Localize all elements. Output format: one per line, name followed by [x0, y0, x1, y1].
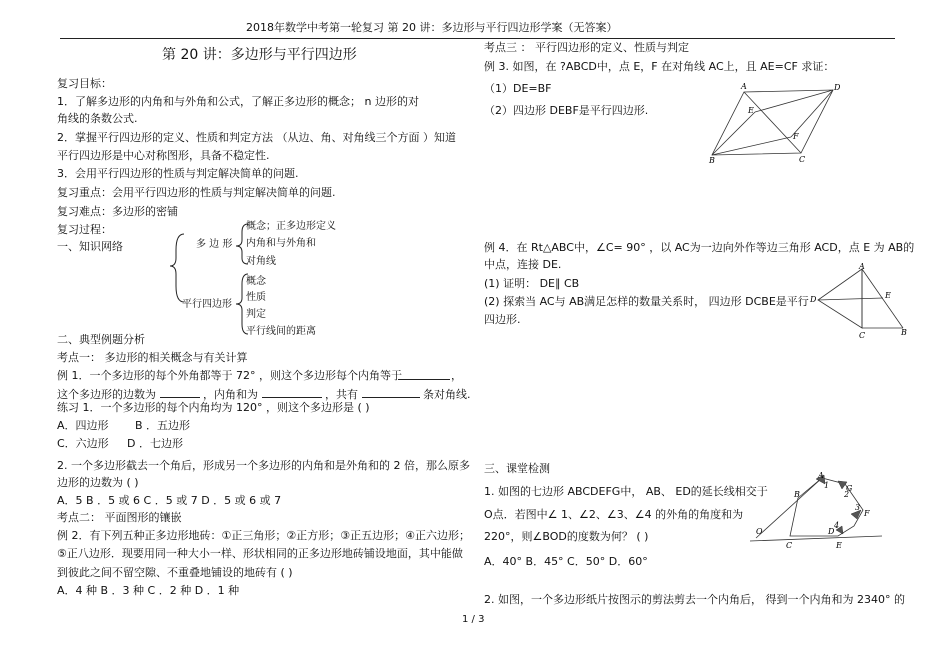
tree-parallelogram: 平行四边形: [182, 299, 232, 310]
triangle-figure: [808, 262, 913, 342]
fig3-label-a: A: [818, 471, 824, 480]
example-1-blank-3[interactable]: [262, 386, 322, 398]
difficulty: 复习难点：多边形的密铺: [57, 205, 178, 218]
tree-pg-item-4: 平行线间的距离: [246, 326, 316, 337]
example-1-blank-1[interactable]: [398, 368, 450, 380]
key-point: 复习重点：会用平行四边形的性质与判定解决简单的问题.: [57, 186, 336, 199]
section-3-heading: 三、课堂检测: [484, 462, 550, 475]
fig3-label-d: D: [828, 527, 835, 536]
example-2a: 例 2．有下列五种正多边形地砖：①正三角形；②正方形；③正五边形；④正六边形；: [57, 529, 470, 542]
fig1-label-e: E: [748, 106, 754, 115]
fig3-label-c: C: [786, 541, 793, 550]
goal-2b: 平行四边形是中心对称图形，具备不稳定性.: [57, 149, 270, 162]
test-1a: 1. 如图的七边形 ABCDEFG中， AB、 ED的延长线相交于: [484, 485, 768, 498]
example-4-part-1: (1) 证明： DE∥ CB: [484, 277, 580, 290]
page-number: 1 / 3: [462, 614, 485, 625]
example-3-part-2: （2）四边形 DEBF是平行四边形.: [484, 104, 649, 117]
page-header: 2018年数学中考第一轮复习 第 20 讲：多边形与平行四边形学案（无答案）: [246, 21, 618, 34]
example-2-options: A．4 种 B ．3 种 C ．2 种 D ．1 种: [57, 584, 240, 597]
ex1b-part-1: 这个多边形的边数为: [57, 388, 156, 401]
fig3-label-b: B: [794, 490, 800, 499]
example-4-part-2b: 四边形.: [484, 313, 521, 326]
ex1b-part-3: ，共有: [325, 388, 358, 401]
fig3-label-e: E: [836, 541, 842, 550]
tree-polygon: 多 边 形: [196, 239, 233, 250]
example-1a: 例 1．一个多边形的每个外角都等于 72° ，则这个多边形每个内角等于: [57, 369, 402, 382]
goal-2a: 2．掌握平行四边形的定义、性质和判定方法 （从边、角、对角线三个方面 ）知道: [57, 131, 456, 144]
section-2-heading: 二、典型例题分析: [57, 333, 145, 346]
practice-1-option-c: C．六边形: [57, 437, 109, 450]
practice-1-option-d: D ．七边形: [127, 437, 183, 450]
test-1b: O点．若图中∠ 1、∠2、∠3、∠4 的外角的角度和为: [484, 508, 744, 521]
kp3-heading: 考点三 ： 平行四边形的定义、性质与判定: [484, 41, 689, 54]
example-2c: 到彼此之间不留空隙、不重叠地铺设的地砖有 ( ): [57, 566, 293, 579]
goal-1b: 角线的条数公式.: [57, 112, 138, 125]
fig1-label-c: C: [799, 155, 806, 164]
fig2-label-d: D: [810, 295, 817, 304]
example-3-part-1: （1）DE=BF: [484, 82, 552, 95]
question-2a: 2. 一个多边形截去一个角后，形成另一个多边形的内角和是外角和的 2 倍，那么原多: [57, 459, 470, 472]
example-1-blank-2[interactable]: [160, 386, 200, 398]
fig2-label-a: A: [859, 262, 865, 271]
practice-1-option-b: B ．五边形: [135, 419, 191, 432]
kp1-heading: 考点一： 多边形的相关概念与有关计算: [57, 351, 248, 364]
kp2-heading: 考点二： 平面图形的镶嵌: [57, 511, 182, 524]
test-2: 2. 如图，一个多边形纸片按图示的剪法剪去一个内角后， 得到一个内角和为 2340° 的: [484, 593, 905, 606]
fig2-label-c: C: [859, 331, 866, 340]
example-3: 例 3. 如图，在 ?ABCD中，点 E，F 在对角线 AC上，且 AE=CF 求证：: [484, 60, 835, 73]
fig3-label-2: 2: [844, 490, 850, 499]
fig3-label-f: F: [864, 509, 870, 518]
goal-1a: 1．了解多边形的内角和与外角和公式，了解正多边形的概念； n 边形的对: [57, 95, 419, 108]
fig1-label-d: D: [834, 83, 841, 92]
fig2-label-e: E: [885, 291, 891, 300]
practice-1-option-a: A．四边形: [57, 419, 109, 432]
goals-heading: 复习目标：: [57, 77, 112, 90]
tree-polygon-item-2: 内角和与外角和: [246, 238, 316, 249]
fig1-label-b: B: [709, 156, 715, 165]
practice-1: 练习 1．一个多边形的每个内角均为 120° ，则这个多边形是 ( ): [57, 401, 370, 414]
heptagon-figure: [750, 470, 885, 550]
tree-pg-item-2: 性质: [246, 292, 266, 303]
test-1c: 220°，则∠BOD的度数为何？ ( ): [484, 530, 649, 543]
process-heading: 复习过程：: [57, 223, 112, 236]
fig3-label-3: 3: [855, 503, 861, 512]
question-2b: 边形的边数为 ( ): [57, 476, 139, 489]
example-2b: ⑤正八边形．现要用同一种大小一样、形状相同的正多边形地砖铺设地面，其中能做: [57, 547, 463, 560]
fig3-label-o: O: [756, 527, 763, 536]
fig3-label-4: 4: [834, 521, 840, 530]
knowledge-network-heading: 一、知识网络: [57, 240, 123, 253]
fig1-label-a: A: [741, 82, 747, 91]
example-4a: 例 4．在 Rt△ABC中，∠C= 90° ，以 AC为一边向外作等边三角形 ACD，点 E 为 AB的: [484, 241, 915, 254]
ex1b-part-2: ，内角和为: [203, 388, 258, 401]
tree-pg-item-1: 概念: [246, 276, 266, 287]
fig3-label-1: 1: [824, 481, 830, 490]
example-1b: [57, 386, 471, 402]
lesson-title: 第 20 讲：多边形与平行四边形: [162, 47, 357, 63]
header-rule: [60, 38, 895, 39]
test-1-options: A．40° B．45° C．50° D．60°: [484, 555, 648, 568]
fig3-label-g: G: [846, 484, 853, 493]
comma: ，: [451, 369, 462, 382]
example-4-part-2a: (2) 探索当 AC与 AB满足怎样的数量关系时， 四边形 DCBE是平行: [484, 295, 809, 308]
parallelogram-figure: [705, 80, 850, 165]
tree-polygon-item-3: 对角线: [246, 256, 276, 267]
question-2-options: A．5 B ．5 或 6 C ．5 或 7 D ．5 或 6 或 7: [57, 494, 282, 507]
fig2-label-b: B: [901, 328, 907, 337]
tree-pg-item-3: 判定: [246, 309, 266, 320]
example-4b: 中点，连接 DE.: [484, 258, 562, 271]
tree-polygon-item-1: 概念；正多边形定义: [246, 221, 336, 232]
example-1-blank-4[interactable]: [362, 386, 420, 398]
fig1-label-f: F: [793, 132, 799, 141]
ex1b-part-4: 条对角线.: [423, 388, 471, 401]
goal-3: 3．会用平行四边形的性质与判定解决简单的问题.: [57, 167, 299, 180]
